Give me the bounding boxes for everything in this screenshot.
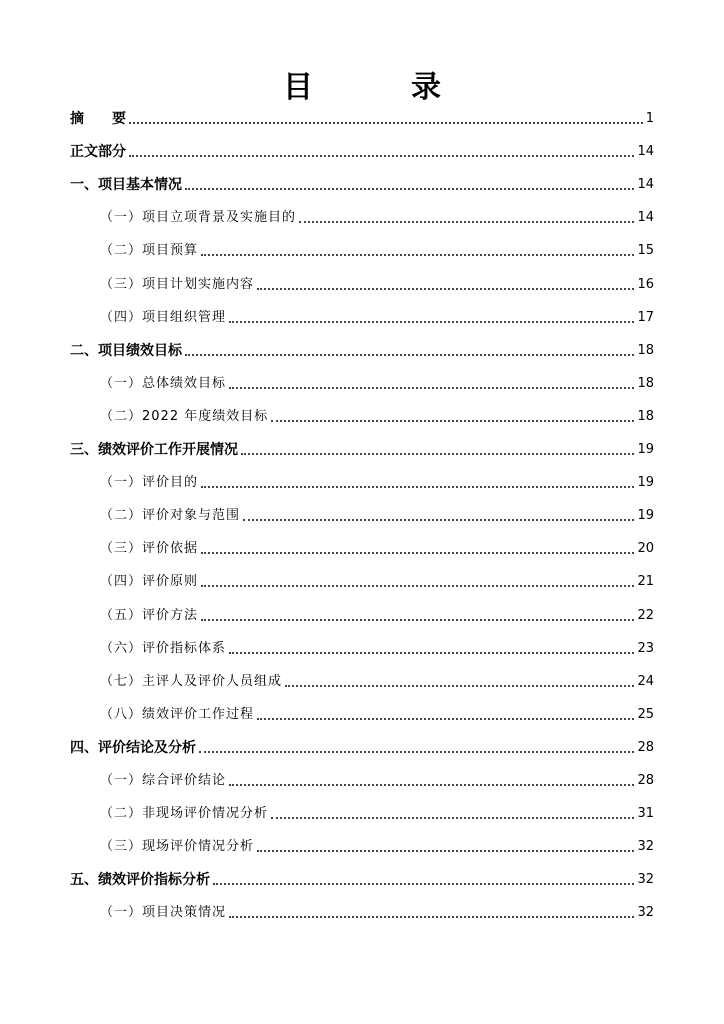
toc-leader-dots [241, 453, 634, 455]
toc-entry[interactable] [100, 307, 654, 327]
toc-entry-page-number: 19 [637, 508, 654, 523]
toc-entry[interactable] [100, 373, 654, 393]
toc-entry-page-number: 28 [637, 773, 654, 788]
toc-entry[interactable] [100, 538, 654, 558]
toc-entry-label: （四）评价原则 [100, 574, 199, 589]
toc-entry[interactable] [70, 869, 654, 889]
toc-leader-dots [285, 685, 634, 687]
toc-leader-dots [299, 221, 634, 223]
toc-entry[interactable] [100, 207, 654, 227]
toc-entry[interactable] [100, 472, 654, 492]
toc-entry-label: （四）项目组织管理 [100, 310, 227, 325]
toc-entry-page-number: 1 [645, 111, 654, 126]
toc-leader-dots [213, 883, 634, 885]
toc-leader-dots [129, 155, 634, 157]
toc-leader-dots [129, 122, 643, 124]
toc-entry-page-number: 32 [637, 872, 654, 887]
toc-entry-label: （一）综合评价结论 [100, 773, 227, 788]
toc-title: 目 录 [283, 70, 475, 105]
toc-entry-label: （二）非现场评价情况分析 [100, 806, 269, 821]
toc-leader-dots [257, 288, 634, 290]
toc-entry-page-number: 25 [637, 707, 654, 722]
toc-entry-label: 摘 要 [70, 111, 126, 127]
toc-entry-page-number: 32 [637, 905, 654, 920]
toc-entry-page-number: 14 [637, 144, 654, 159]
toc-leader-dots [229, 321, 634, 323]
toc-entry-label: （一）总体绩效目标 [100, 376, 227, 391]
toc-entry-page-number: 20 [637, 541, 654, 556]
toc-entry-label: （三）项目计划实施内容 [100, 277, 255, 292]
toc-entry-label: （七）主评人及评价人员组成 [100, 674, 283, 689]
toc-entry-page-number: 19 [637, 475, 654, 490]
toc-entry-page-number: 18 [637, 409, 654, 424]
toc-leader-dots [201, 254, 634, 256]
toc-entry-page-number: 28 [637, 740, 654, 755]
toc-leader-dots [201, 619, 634, 621]
toc-entry-label: 一、项目基本情况 [70, 177, 182, 193]
toc-entry[interactable] [100, 803, 654, 823]
toc-leader-dots [185, 188, 634, 190]
toc-leader-dots [229, 652, 634, 654]
toc-entry-label: （一）项目决策情况 [100, 905, 227, 920]
toc-entry[interactable] [100, 240, 654, 260]
toc-leader-dots [271, 420, 634, 422]
toc-leader-dots [257, 718, 634, 720]
toc-entry-page-number: 17 [637, 310, 654, 325]
toc-leader-dots [229, 784, 634, 786]
toc-leader-dots [271, 817, 634, 819]
toc-entry[interactable] [100, 406, 654, 426]
toc-entry-label: （二）项目预算 [100, 243, 199, 258]
toc-entry-page-number: 14 [637, 210, 654, 225]
toc-leader-dots [201, 486, 634, 488]
toc-entry-page-number: 14 [637, 177, 654, 192]
toc-entry[interactable] [70, 340, 654, 360]
toc-entry-page-number: 16 [637, 277, 654, 292]
toc-entry[interactable] [70, 108, 654, 128]
toc-entry[interactable] [100, 704, 654, 724]
toc-entry[interactable] [100, 902, 654, 922]
toc-leader-dots [201, 585, 634, 587]
toc-leader-dots [199, 751, 634, 753]
toc-entry-page-number: 18 [637, 376, 654, 391]
toc-entry-label: 二、项目绩效目标 [70, 343, 182, 359]
toc-entry-label: 三、绩效评价工作开展情况 [70, 442, 238, 458]
toc-entry-label: （一）评价目的 [100, 475, 199, 490]
toc-entry-page-number: 21 [637, 574, 654, 589]
toc-entry[interactable] [70, 174, 654, 194]
toc-leader-dots [185, 354, 634, 356]
toc-entry-page-number: 24 [637, 674, 654, 689]
toc-entry[interactable] [70, 439, 654, 459]
toc-entry[interactable] [100, 770, 654, 790]
toc-leader-dots [229, 387, 634, 389]
toc-entry[interactable] [100, 836, 654, 856]
toc-entry-page-number: 15 [637, 243, 654, 258]
toc-entry-label: （八）绩效评价工作过程 [100, 707, 255, 722]
toc-leader-dots [201, 552, 634, 554]
toc-entry[interactable] [100, 571, 654, 591]
toc-entry-label: （二）2022 年度绩效目标 [100, 409, 269, 424]
toc-entry[interactable] [100, 505, 654, 525]
toc-entry[interactable] [100, 605, 654, 625]
toc-entry-label: （三）现场评价情况分析 [100, 839, 255, 854]
toc-entry[interactable] [100, 638, 654, 658]
toc-entry-page-number: 23 [637, 641, 654, 656]
toc-entry[interactable] [100, 274, 654, 294]
toc-entry[interactable] [70, 737, 654, 757]
toc-entry-label: 五、绩效评价指标分析 [70, 872, 210, 888]
toc-entry-label: （五）评价方法 [100, 608, 199, 623]
toc-entry[interactable] [100, 671, 654, 691]
toc-entry-page-number: 32 [637, 839, 654, 854]
toc-entry-page-number: 31 [637, 806, 654, 821]
toc-entry-label: （一）项目立项背景及实施目的 [100, 210, 297, 225]
toc-entry[interactable] [70, 141, 654, 161]
toc-entry-page-number: 22 [637, 608, 654, 623]
toc-entry-label: （三）评价依据 [100, 541, 199, 556]
toc-entry-page-number: 18 [637, 343, 654, 358]
toc-leader-dots [229, 916, 634, 918]
toc-entry-label: 正文部分 [70, 144, 126, 160]
toc-entry-page-number: 19 [637, 442, 654, 457]
toc-leader-dots [257, 850, 634, 852]
toc-entry-label: 四、评价结论及分析 [70, 740, 196, 756]
toc-leader-dots [243, 519, 634, 521]
toc-entry-label: （六）评价指标体系 [100, 641, 227, 656]
toc-entry-label: （二）评价对象与范围 [100, 508, 241, 523]
